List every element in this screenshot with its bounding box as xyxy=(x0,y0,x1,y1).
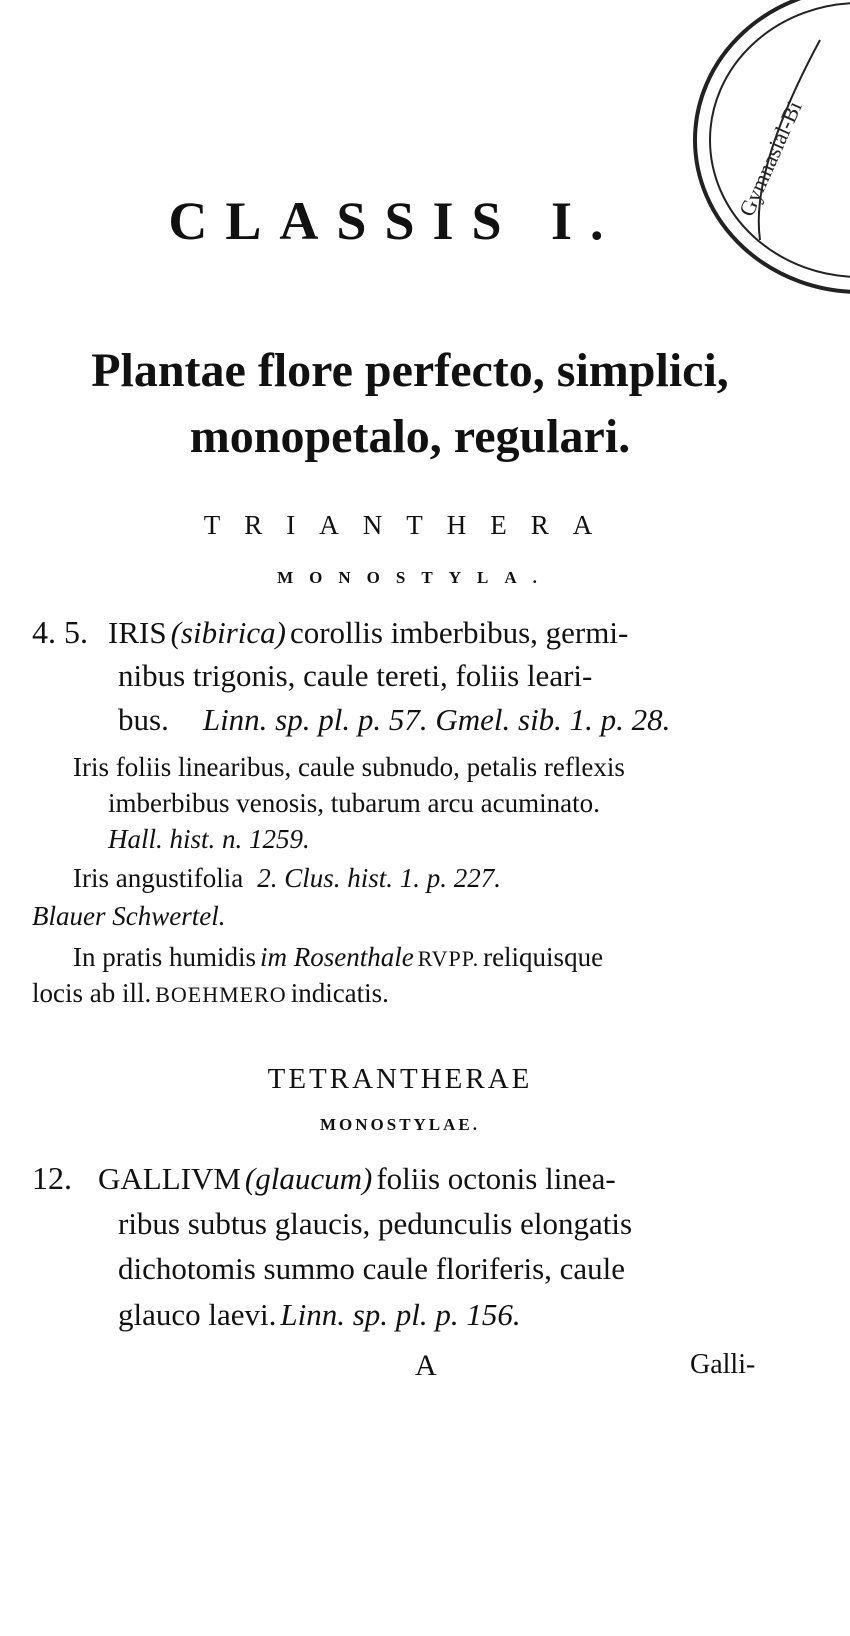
entry-2-line-3: dichotomis summo caule floriferis, caule xyxy=(118,1251,626,1286)
genus-name: GALLIVM xyxy=(98,1161,241,1196)
habitat-line-1 xyxy=(73,942,603,973)
library-stamp xyxy=(690,0,850,300)
class-title: Plantae flore perfecto, simplici, monopetalo, regulari. xyxy=(91,344,729,463)
synonym-1-reference: Hall. hist. n. 1259. xyxy=(108,824,310,854)
species-name: (glaucum) xyxy=(244,1161,373,1196)
entry-number: 4. 5. xyxy=(32,614,88,650)
signature-mark: A xyxy=(415,1349,437,1382)
diagnosis-end: glauco laevi. xyxy=(118,1297,277,1332)
habitat-line-2 xyxy=(32,978,389,1009)
catchword: Galli- xyxy=(690,1349,756,1380)
reference: Linn. sp. pl. p. 156. xyxy=(280,1297,521,1332)
section-heading-tetrantherae: TETRANTHERAE xyxy=(267,1063,533,1095)
synonym-1-line-1: Iris foliis linearibus, caule subnudo, petalis reflexis xyxy=(73,752,625,782)
author-name: RVPP. xyxy=(417,946,480,971)
species-name: (sibirica) xyxy=(170,615,286,650)
entry-2-line-1 xyxy=(32,1160,616,1197)
entry-number: 12. xyxy=(32,1160,72,1196)
entry-2-line-4 xyxy=(118,1297,521,1333)
stamp-text: Gymnasial-Bi xyxy=(733,97,807,221)
entry-1-line-1 xyxy=(32,614,628,651)
diagnosis-end: bus. xyxy=(118,702,169,737)
vernacular-name: Blauer Schwertel. xyxy=(32,901,226,931)
author-name: BOEHMERO xyxy=(155,982,287,1007)
synonym-2-reference: 2. Clus. hist. 1. p. 227. xyxy=(257,863,501,893)
synonym-1-line-2: imberbibus venosis, tubarum arcu acuminato. xyxy=(108,788,600,818)
section-subheading-monostylae: MONOSTYLAE. xyxy=(319,1115,481,1134)
section-heading-triandra: TRIANTHERA xyxy=(203,510,617,540)
habitat-locality: im Rosenthale xyxy=(260,942,414,972)
entry-1-line-3 xyxy=(118,702,670,738)
classis-heading: CLASSIS I. xyxy=(168,191,622,251)
section-subheading-monostyla: MONOSTYLA. xyxy=(277,568,553,587)
synonym-2-name: Iris angustifolia xyxy=(73,863,244,893)
entry-1-line-2: nibus trigonis, caule tereti, foliis leari- xyxy=(118,658,593,693)
habitat-text: In pratis humidis xyxy=(73,942,256,972)
reference: Linn. sp. pl. p. 57. Gmel. sib. 1. p. 28. xyxy=(202,702,671,737)
habitat-text-end: indicatis. xyxy=(290,978,389,1008)
habitat-text: locis ab ill. xyxy=(32,978,152,1008)
genus-name: IRIS xyxy=(108,615,167,650)
habitat-text-cont: reliquisque xyxy=(483,942,604,972)
entry-2-line-2: ribus subtus glaucis, pedunculis elongatis xyxy=(118,1206,633,1241)
synonym-2 xyxy=(73,863,501,894)
diagnosis-text: foliis octonis linea- xyxy=(376,1161,616,1196)
diagnosis-text: corollis imberbibus, germi- xyxy=(289,615,629,650)
